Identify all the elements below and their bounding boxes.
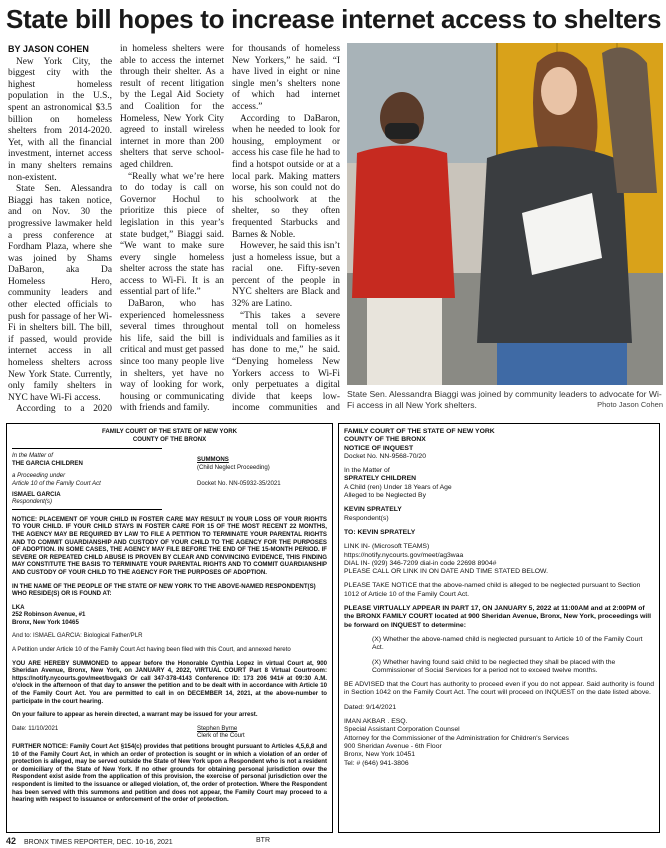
docket-number: Docket No. NN-9568-70/20 (344, 452, 426, 460)
paper-name: BRONX TIMES REPORTER, DEC. 10-16, 2021 (23, 839, 173, 846)
story-column-2 (120, 44, 224, 414)
story-paragraph: State Sen. Alessandra Biaggi has taken notice, and on Nov. 30 the progressive lawmaker held a press conference at Fordham Plaza, where she was joined by Shams DaBaron, aka Da Homeless Hero, community leaders and other elected officials to push for passage of her Wi-Fi in shelters bill. The bill, if passed, would provide internet access in all homeless shelters across New York State. Currently, only family shelters in NYC have Wi-Fi access. (8, 184, 112, 403)
story-paragraph: “This takes a severe mental toll on homeless individuals and families as it has done to me,” he said. “Denying homeless New Yorkers access to Wi-Fi only perpetuates a digital divide that keeps low-income communities and (232, 310, 340, 414)
story-paragraph: “Really what we’re here to do today is call on Governor Hochul to prioritize this piece of legislation in this year’s state budget,” Biaggi said. “We want to make sure every single homeless shelter across the state has access to Wi-Fi. It is an essential part of life.” (120, 171, 224, 298)
to-line: TO: KEVIN SPRATELY (344, 528, 416, 536)
notice-paragraph: YOU ARE HEREBY SUMMONED to appear before the Honorable Cynthia Lopez in virtual Court at, 900 Sheridan Avenue, Bronx, New York, on JANUARY 4, 2022, VIRTUAL COURT Part 8 Virtual Courtroom: https://notify.nycourts.gov/meet/bvgak3 Or call 347-378-4143 Conference ID: 173 206 941# at 09:30 A.M. o'clock in the afternoon of that day to answer the petition and to be dealt with in accordance with Article 10 of the Family Court Act. You are permitted to call in on DECEMBER 14, 2021, at the above-number to participate in the court hearing. (12, 659, 327, 705)
notice-paragraph: IN THE NAME OF THE PEOPLE OF THE STATE OF NEW YORK TO THE ABOVE-NAMED RESPONDENT(S) WHO RESIDE(S) OR IS FOUND AT: (12, 582, 316, 598)
notice-date: Date: 11/10/2021 (12, 724, 59, 732)
notice-paragraph: FURTHER NOTICE: Family Court Act §154(c) provides that petitions brought pursuant to Articles 4,5,6,8 and 10 of the Family Court Act, in which an order of protection is sought or in which a violation of an order of protection is alleged, may be served outside the State of New York upon a Respondent who is not a resident or domiciliary of the State of New York. If no other grounds for obtaining personal jurisdiction over the Respondent exist aside from the application of this provision, the exercise of personal jurisdiction over the respondent is limited to the issuance or alleged violation, of, the order of protection. Where the Respondent has been served with this summons and petition and does not appear, the Family Court may proceed to a hearing with respect to issuance or enforcement of the order of protection. (12, 743, 327, 804)
photo-caption (347, 389, 663, 411)
child-desc: A Child (ren) Under 18 Years of Age (344, 483, 452, 491)
party-block (12, 452, 101, 506)
notice-county: COUNTY OF THE BRONX (132, 435, 207, 443)
docket-number: Docket No. NN-05932-35/2021 (197, 480, 281, 488)
story-paragraph: According to a 2020 (16, 404, 112, 414)
address-line: 252 Robinson Avenue, #1 (12, 611, 86, 619)
legal-notice-inquest (338, 423, 660, 833)
matter-label: In the Matter of (344, 467, 390, 475)
notice-paragraph: PLEASE TAKE NOTICE that the above-named child is alleged to be neglected pursuant to Section 1012 of Article 10 of the Family Court Act. (344, 582, 641, 598)
inquest-item: (X) Whether the above-named child is neglected pursuant to Article 10 of the Family Court Act. (372, 635, 643, 652)
respondent-label: Respondent(s) (344, 514, 389, 522)
headline: State bill hopes to increase internet access to shelters (6, 4, 662, 34)
alleged-label: Alleged to be Neglected By (344, 492, 426, 500)
page-footer (6, 836, 660, 846)
notice-paragraph: And to: ISMAEL GARCIA: Biological Father/PLR (12, 632, 143, 640)
notice-paragraph: BE ADVISED that the Court has authority to proceed even if you do not appear. Said authority is found in Section 1042 on the Family Court Act. The court will proceed on INQUEST on the date listed above. (344, 681, 654, 697)
notice-paragraph: NOTICE: PLACEMENT OF YOUR CHILD IN FOSTER CARE MAY RESULT IN YOUR LOSS OF YOUR RIGHTS TO YOUR CHILD. IF YOUR CHILD STAYS IN FOSTER CARE FOR 15 OF THE MOST RECENT 22 MONTHS, THE AGENCY MAY BE REQUIRED BY LAW TO FILE A PETITION TO TERMINATE YOUR PARENTAL RIGHTS AND TO COMMIT GUARDIANSHIP AND CUSTODY OF YOUR CHILD TO THE AGENCY FOR THE PURPOSES OF ADOPTION. IN SOME CASES, THE AGENCY MAY FILE BEFORE THE END OF THE 15-MONTH PERIOD. IF SEVERE OR REPEATED CHILD ABUSE IS PROVEN BY CLEAR AND CONVINCING EVIDENCE, THIS FINDING MAY CONSTITUTE THE BASIS TO TERMINATE YOUR PARENTAL RIGHTS AND TO COMMIT GUARDIANSHIP AND CUSTODY OF YOUR CHILD TO THE AGENCY FOR THE PURPOSES OF ADOPTION. (12, 515, 327, 576)
children-name: SPRATELY CHILDREN (344, 475, 417, 483)
attorney-line: Attorney for the Commissioner of the Administration for Children's Services (344, 734, 569, 742)
respondent-label: Respondent(s) (12, 498, 52, 506)
story-paragraph: According to DaBaron, when he needed to look for housing, employment or access his case file he had to find a hotspot outside or at a local park. Making matters worse, his son could not do his schoolwork at the shelter, so they often frequented Starbucks and Barnes & Noble. (232, 113, 340, 240)
please-call: PLEASE CALL OR LINK IN ON DATE AND TIME STATED BELOW. (344, 568, 548, 576)
story-column-3 (232, 44, 340, 414)
proceeding-label: a Proceeding under (12, 472, 66, 480)
caption-block (12, 452, 327, 506)
notice-title: NOTICE OF INQUEST (344, 444, 414, 452)
attorney-line: Bronx, New York 10451 (344, 751, 416, 759)
summons-block (197, 452, 327, 506)
story-paragraph: for thousands of homeless New Yorkers,” he said. “I have lived in eight or nine single men’s shelters none of which had internet access.” (232, 44, 340, 112)
signer-title: Clerk of the Court (197, 732, 245, 740)
signer-block (197, 725, 327, 740)
caption-text: State Sen. Alessandra Biaggi was joined by community leaders to advocate for Wi-Fi access in all New York shelters. (347, 389, 662, 410)
respondent-name: KEVIN SPRATELY (344, 506, 402, 514)
story-column-1 (8, 44, 112, 414)
address-line: Bronx, New York 10465 (12, 618, 79, 626)
respondent-name: ISMAEL GARCIA (12, 490, 61, 498)
notice-paragraph: On your failure to appear as herein directed, a warrant may be issued for your arrest. (12, 711, 258, 719)
attorney-line: Special Assistant Corporation Counsel (344, 726, 460, 734)
story-paragraph: However, he said this isn’t just a homeless issue, but a racial one. Fifty-seven percent of the people in NYC shelters are Black and 32% are Latino. (232, 241, 340, 310)
dated-line: Dated: 9/14/2021 (344, 703, 397, 711)
dial-in: DIAL IN- (929) 346-7209 dial-in code 22698 8904# (344, 559, 497, 567)
matter-label: In the Matter of (12, 452, 53, 460)
story-paragraph: New York City, the biggest city with the highest homeless population in the U.S., spent an astronomical $3.5 billion on homeless shelters from 2014-2020. Yet, with all the financial investment, internet access in many shelters remains non-existent. (8, 56, 112, 183)
summons-sub: (Child Neglect Proceeding) (197, 463, 270, 471)
photo-illustration (347, 43, 663, 385)
signer-name: Stephen Byrne (197, 724, 238, 732)
attorney-line: Tel: # (646) 941-3806 (344, 759, 409, 767)
link-in: LINK IN- (Microsoft TEAMS) (344, 543, 430, 551)
divider (12, 509, 162, 510)
story-paragraph: in homeless shelters were able to access the internet through their shelter. As a result of recent litigation by the Legal Aid Society and Coalition for the Homeless, New York City agreed to install wireless internet in more than 200 shelters that serve school-aged children. (120, 44, 224, 170)
address-line: LKA (12, 603, 25, 611)
divider (12, 448, 162, 449)
notice-court: FAMILY COURT OF THE STATE OF NEW YORK (101, 428, 238, 435)
notice-court: FAMILY COURT OF THE STATE OF NEW YORK (344, 428, 495, 435)
legal-notice-summons (6, 423, 333, 833)
byline: BY JASON COHEN (8, 44, 89, 54)
notice-county: COUNTY OF THE BRONX (344, 436, 426, 444)
attorney-name: IMAN AKBAR . ESQ. (344, 718, 408, 726)
notice-paragraph: PLEASE VIRTUALLY APPEAR IN PART 17, ON JANUARY 5, 2022 at 11:00AM and at 2:00PM of the BRONX FAMILY COURT located at 900 Sheridan Avenue, Bronx, New York, proceedings will be forward on INQUEST to determine: (344, 605, 652, 629)
photo-credit: Photo Jason Cohen (597, 400, 663, 409)
footer-code: BTR (256, 837, 270, 844)
link-url[interactable]: https://notify.nycourts.gov/meet/ag3waa (344, 551, 464, 559)
article-label: Article 10 of the Family Court Act (12, 479, 101, 487)
page-number: 42 (6, 836, 17, 846)
story-paragraph: DaBaron, who has experienced homelessness several times throughout his life, said the bill is critical and must get passed since too many people live in shelters, yet have no way of looking for work, housing or communicating with friends and family. (120, 299, 224, 414)
children-name: THE GARCIA CHILDREN (12, 459, 83, 467)
summons-title: SUMMONS (197, 456, 229, 464)
signature-block (12, 725, 327, 740)
notice-paragraph: A Petition under Article 10 of the Family Court Act having been filed with this Court, and annexed hereto (12, 646, 291, 654)
inquest-item: (X) Whether having found said child to be neglected they shall be placed with the Commissioner of Social Services for a period not to exceed twelve months. (372, 658, 616, 674)
news-photo (347, 43, 663, 385)
attorney-line: 900 Sheridan Avenue - 6th Floor (344, 742, 442, 750)
